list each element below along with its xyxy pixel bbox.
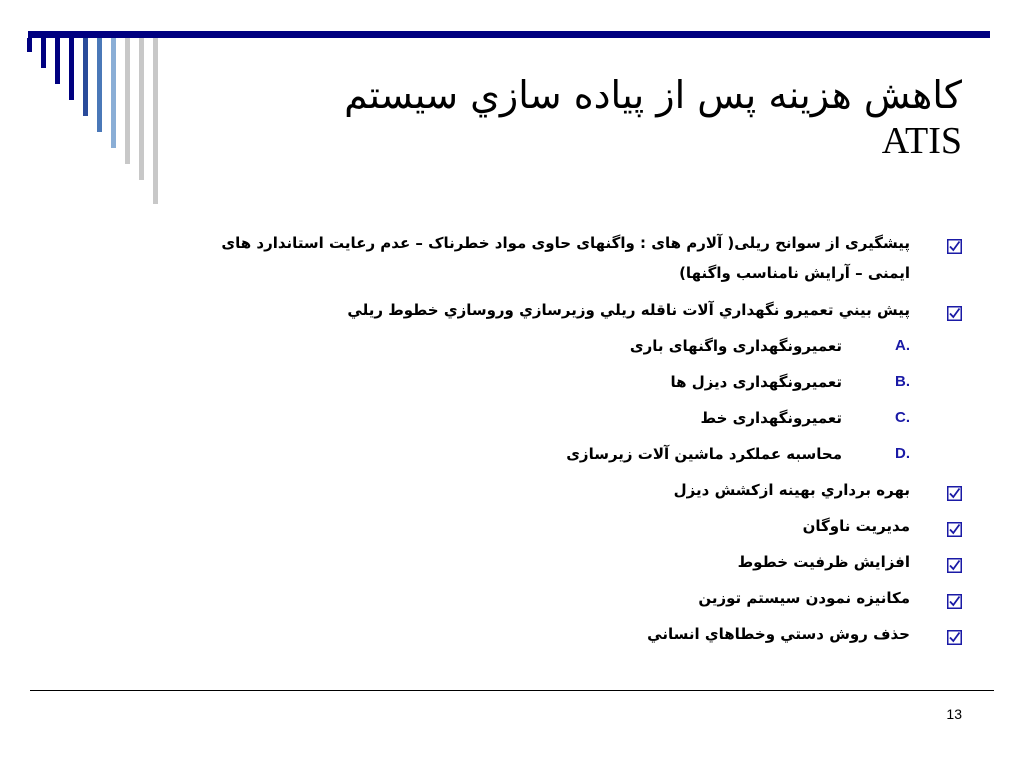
bullet-item	[202, 512, 962, 540]
stripe	[153, 38, 158, 204]
slide-content	[202, 228, 962, 648]
checkbox-checked-icon	[947, 626, 962, 641]
sub-item-letter: A.	[895, 337, 910, 354]
sub-list-item	[202, 404, 962, 432]
stripe	[69, 38, 74, 100]
top-accent-rule	[28, 31, 990, 38]
decorative-stripes	[27, 38, 167, 208]
checkbox-checked-icon	[947, 302, 962, 317]
bottom-rule	[30, 690, 994, 691]
sub-item-text: تعمیرونگهداری خط	[700, 409, 842, 427]
bullet-item	[202, 476, 962, 504]
sub-item-text: تعمیرونگهداری دیزل ها	[670, 373, 842, 391]
sub-item-letter: D.	[895, 445, 910, 462]
checkbox-checked-icon	[947, 234, 962, 249]
bullet-text: حذف روش دستي وخطاهاي انساني	[647, 625, 910, 643]
stripe	[41, 38, 46, 68]
sub-item-text: محاسبه عملکرد ماشین آلات زیرسازی	[566, 445, 842, 463]
page-number: 13	[946, 706, 962, 722]
stripe	[83, 38, 88, 116]
bullet-text: مكانيزه نمودن سيستم توزين	[698, 589, 910, 607]
sub-list-item	[202, 440, 962, 468]
sub-item-text: تعمیرونگهداری واگنهای باری	[629, 337, 842, 355]
slide-title-text: كاهش هزينه پس از پياده سازي سيستم	[344, 73, 962, 117]
bullet-text: پیشگیری از سوانح ریلی( آلارم های : واگنهای حاوی مواد خطرناک – عدم رعایت استاندارد های ایمنی – آرایش نامناسب واگنها)	[221, 234, 910, 282]
sub-item-letter: C.	[895, 409, 910, 426]
checkbox-checked-icon	[947, 482, 962, 497]
bullet-item	[202, 584, 962, 612]
stripe	[55, 38, 60, 84]
sub-item-letter: B.	[895, 373, 910, 390]
sub-list-item	[202, 368, 962, 396]
slide-title	[262, 72, 962, 164]
checkbox-checked-icon	[947, 554, 962, 569]
bullet-item	[202, 296, 962, 324]
stripe	[139, 38, 144, 180]
sub-list-item	[202, 332, 962, 360]
bullet-item	[202, 548, 962, 576]
bullet-text: افزايش ظرفيت خطوط	[737, 553, 910, 571]
bullet-item	[202, 620, 962, 648]
bullet-text: بهره برداري بهينه ازكشش ديزل	[673, 481, 910, 499]
stripe	[27, 38, 32, 52]
slide-title-latin: ATIS	[881, 120, 962, 162]
stripe	[97, 38, 102, 132]
bullet-text: مديريت ناوگان	[802, 517, 910, 535]
bullet-item	[202, 228, 962, 288]
checkbox-checked-icon	[947, 590, 962, 605]
stripe	[125, 38, 130, 164]
stripe	[111, 38, 116, 148]
checkbox-checked-icon	[947, 518, 962, 533]
bullet-text: پيش بيني تعميرو نگهداري آلات ناقله ريلي وزيرسازي وروسازي خطوط ريلي	[347, 301, 910, 319]
